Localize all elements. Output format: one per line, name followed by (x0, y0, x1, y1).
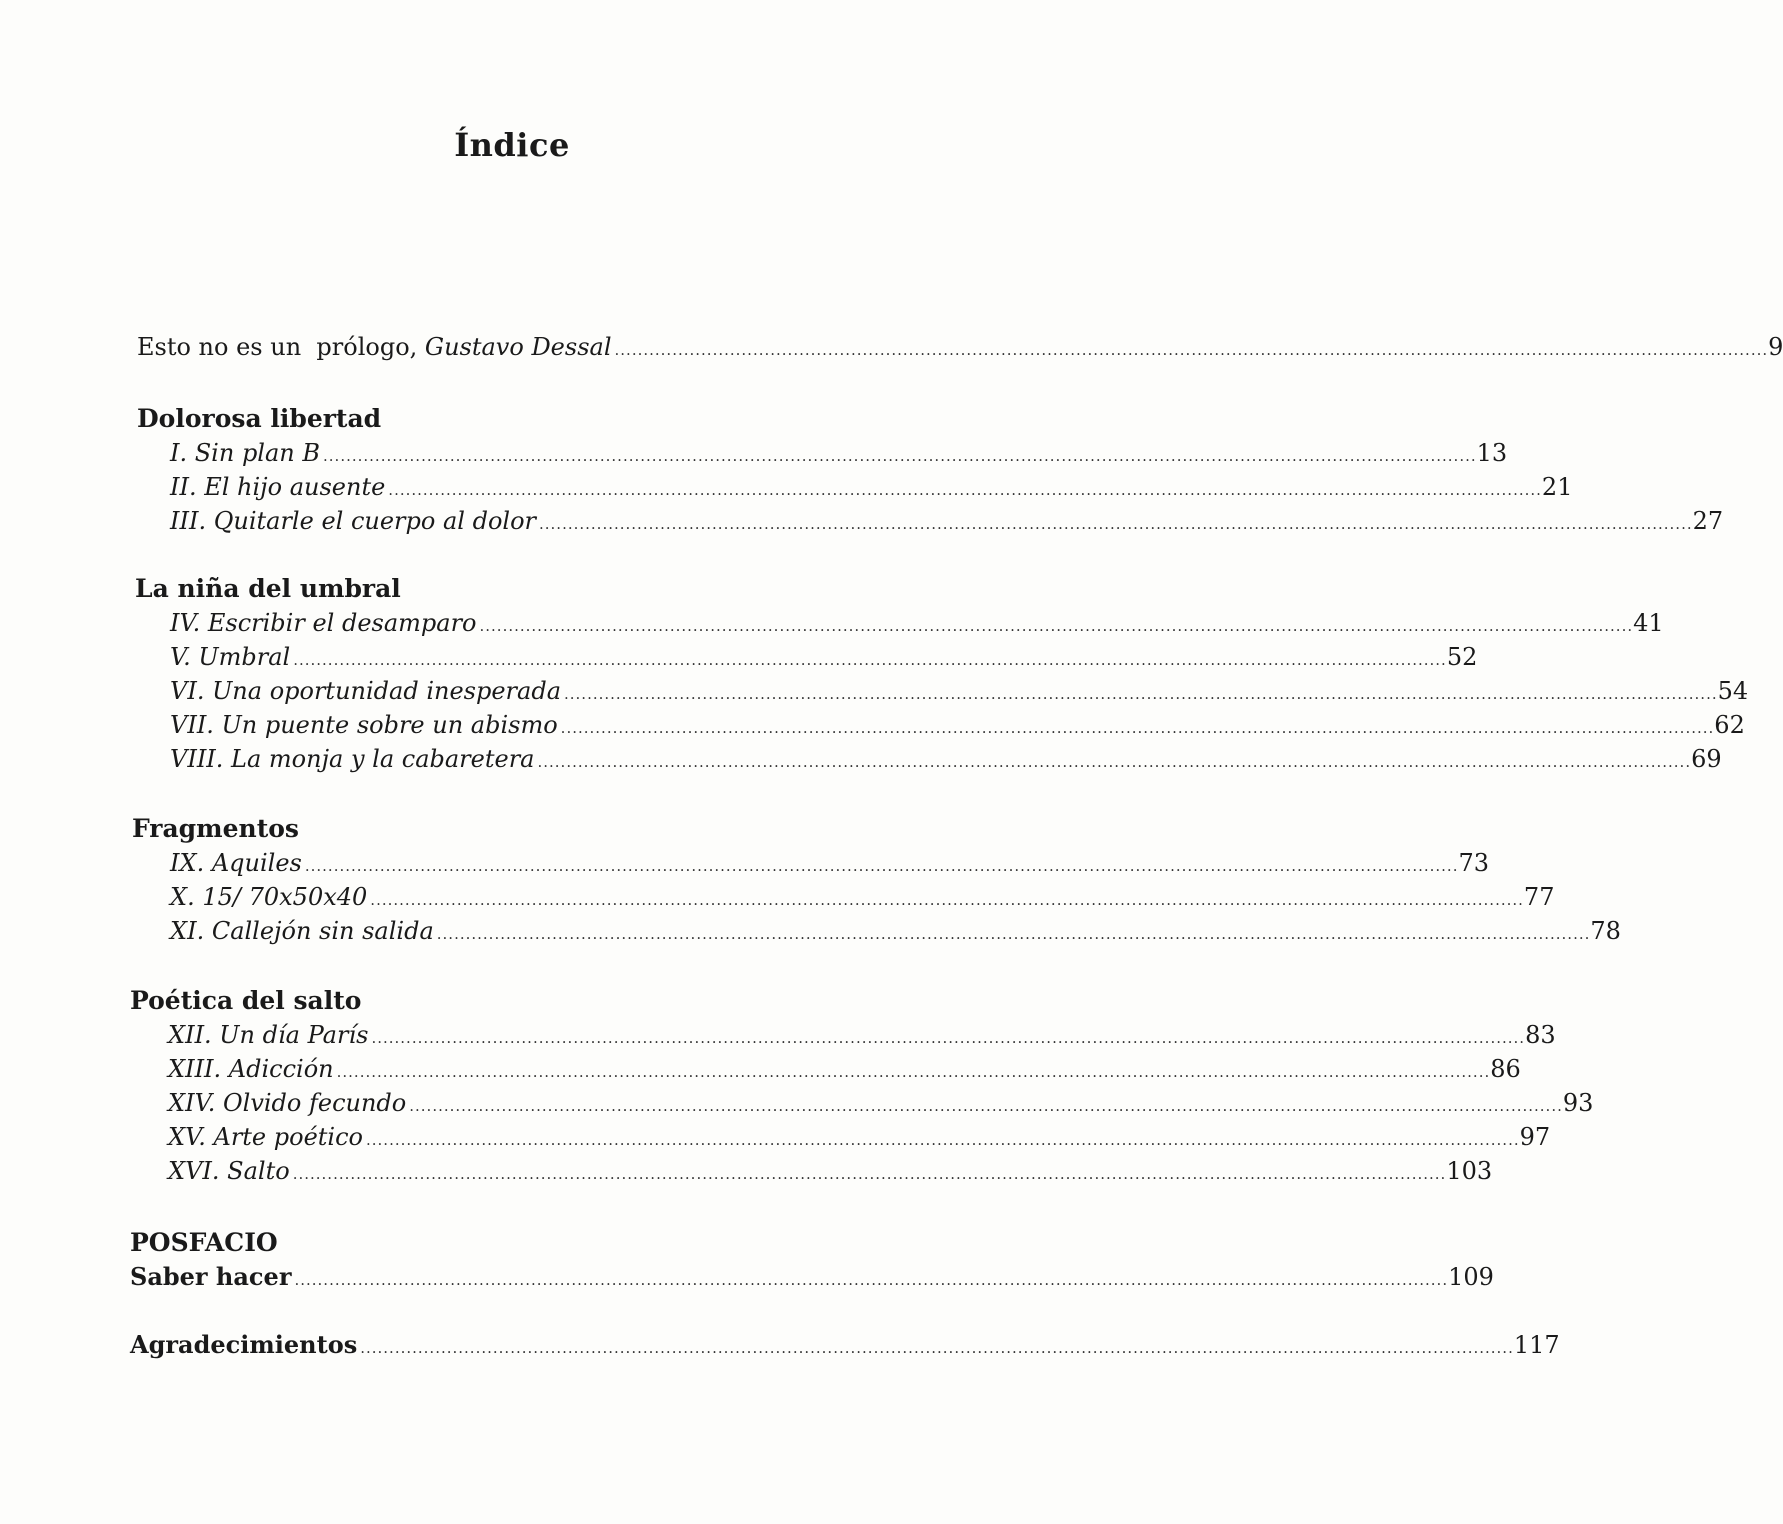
toc-page-number: 27 (1692, 507, 1724, 535)
toc-entry[interactable] (170, 470, 1573, 504)
leader-dots: ........................................................................................................................................................................................................ (436, 925, 1591, 943)
toc-entry-posfacio[interactable] (130, 1260, 1494, 1294)
toc-page-number: 86 (1490, 1055, 1521, 1083)
toc-entry[interactable] (168, 1052, 1521, 1086)
leader-dots: ........................................................................................................................................................................................................ (560, 719, 1715, 737)
leader-dots: ........................................................................................................................................................................................................ (539, 515, 1693, 533)
toc-page-number: 21 (1541, 473, 1573, 501)
toc-entry-label: XIV. Olvido fecundo (168, 1089, 407, 1117)
leader-dots: ........................................................................................................................................................................................................ (409, 1097, 1563, 1115)
leader-dots: ........................................................................................................................................................................................................ (388, 481, 1542, 499)
page-title: Índice (454, 126, 570, 164)
leader-dots: ........................................................................................................................................................................................................ (323, 447, 1477, 465)
posfacio-heading: POSFACIO (130, 1228, 278, 1257)
toc-entry-label: XII. Un día París (168, 1021, 369, 1049)
toc-page-number: 41 (1633, 609, 1664, 637)
toc-entry-label: IX. Aquiles (170, 849, 302, 877)
toc-page-number: 77 (1523, 883, 1555, 911)
toc-page-number: 97 (1519, 1123, 1551, 1151)
toc-entry-label: XV. Arte poético (168, 1123, 363, 1151)
toc-entry-label: VI. Una oportunidad inesperada (170, 677, 561, 705)
toc-page-number: 52 (1446, 643, 1478, 671)
toc-page-number: 13 (1476, 439, 1508, 467)
leader-dots: ........................................................................................................................................................................................................ (336, 1063, 1491, 1081)
toc-entry-label: Agradecimientos (130, 1330, 358, 1359)
toc-entry[interactable] (170, 504, 1724, 538)
section-heading: La niña del umbral (135, 574, 401, 603)
toc-entry[interactable] (170, 640, 1478, 674)
toc-page-number: 83 (1525, 1021, 1556, 1049)
leader-dots: ........................................................................................................................................................................................................ (304, 857, 1459, 875)
toc-page-number: 62 (1714, 711, 1745, 739)
toc-entry-label: V. Umbral (170, 643, 291, 671)
toc-page-number: 69 (1691, 745, 1722, 773)
toc-entry[interactable] (170, 436, 1508, 470)
leader-dots: ........................................................................................................................................................................................................ (292, 1165, 1447, 1183)
toc-entry-label: III. Quitarle el cuerpo al dolor (170, 507, 536, 535)
leader-dots: ........................................................................................................................................................................................................ (293, 651, 1447, 669)
toc-page-number: 9 (1768, 333, 1783, 361)
toc-entry[interactable] (170, 914, 1621, 948)
toc-entry-agradecimientos[interactable] (130, 1328, 1560, 1362)
toc-entry-label-plain: Esto no es un prólogo, (137, 333, 425, 361)
leader-dots: ........................................................................................................................................................................................................ (614, 341, 1769, 359)
toc-page-number: 93 (1562, 1089, 1594, 1117)
toc-entry[interactable] (170, 708, 1745, 742)
toc-entry[interactable] (170, 742, 1722, 776)
toc-entry-label: Saber hacer (130, 1262, 292, 1291)
leader-dots: ........................................................................................................................................................................................................ (479, 617, 1634, 635)
leader-dots: ........................................................................................................................................................................................................ (370, 891, 1524, 909)
toc-page-number: 73 (1458, 849, 1490, 877)
toc-page-number: 103 (1446, 1157, 1493, 1185)
leader-dots: ........................................................................................................................................................................................................ (564, 685, 1718, 703)
toc-entry-label: IV. Escribir el desamparo (170, 609, 477, 637)
section-heading: Poética del salto (130, 986, 362, 1015)
section-heading: Fragmentos (132, 814, 299, 843)
leader-dots: ........................................................................................................................................................................................................ (366, 1131, 1520, 1149)
leader-dots: ........................................................................................................................................................................................................ (294, 1271, 1449, 1289)
toc-entry-label: XVI. Salto (168, 1157, 290, 1185)
toc-entry-label (137, 330, 612, 364)
leader-dots: ........................................................................................................................................................................................................ (371, 1029, 1526, 1047)
toc-entry-label: VII. Un puente sobre un abismo (170, 711, 558, 739)
toc-page-number: 78 (1590, 917, 1621, 945)
leader-dots: ........................................................................................................................................................................................................ (537, 753, 1692, 771)
toc-entry-label: VIII. La monja y la cabaretera (170, 745, 535, 773)
toc-entry[interactable] (170, 674, 1749, 708)
toc-entry[interactable] (168, 1018, 1556, 1052)
section-heading: Dolorosa libertad (137, 404, 382, 433)
toc-entry[interactable] (168, 1154, 1493, 1188)
toc-entry-label-author: Gustavo Dessal (424, 333, 612, 361)
toc-page-number: 109 (1448, 1263, 1494, 1291)
toc-entry-label: XIII. Adicción (168, 1055, 334, 1083)
toc-page-number: 117 (1513, 1331, 1560, 1359)
toc-page-number: 54 (1717, 677, 1749, 705)
toc-entry[interactable] (168, 1086, 1594, 1120)
toc-entry-label: I. Sin plan B (170, 439, 321, 467)
toc-entry-label: X. 15/ 70x50x40 (170, 883, 368, 911)
toc-entry[interactable] (170, 606, 1664, 640)
toc-entry[interactable] (168, 1120, 1551, 1154)
leader-dots: ........................................................................................................................................................................................................ (360, 1339, 1514, 1357)
toc-entry-label: XI. Callejón sin salida (170, 917, 434, 945)
toc-entry[interactable] (170, 846, 1490, 880)
toc-entry-prologue[interactable] (137, 330, 1783, 364)
toc-entry-label: II. El hijo ausente (170, 473, 386, 501)
toc-entry[interactable] (170, 880, 1555, 914)
